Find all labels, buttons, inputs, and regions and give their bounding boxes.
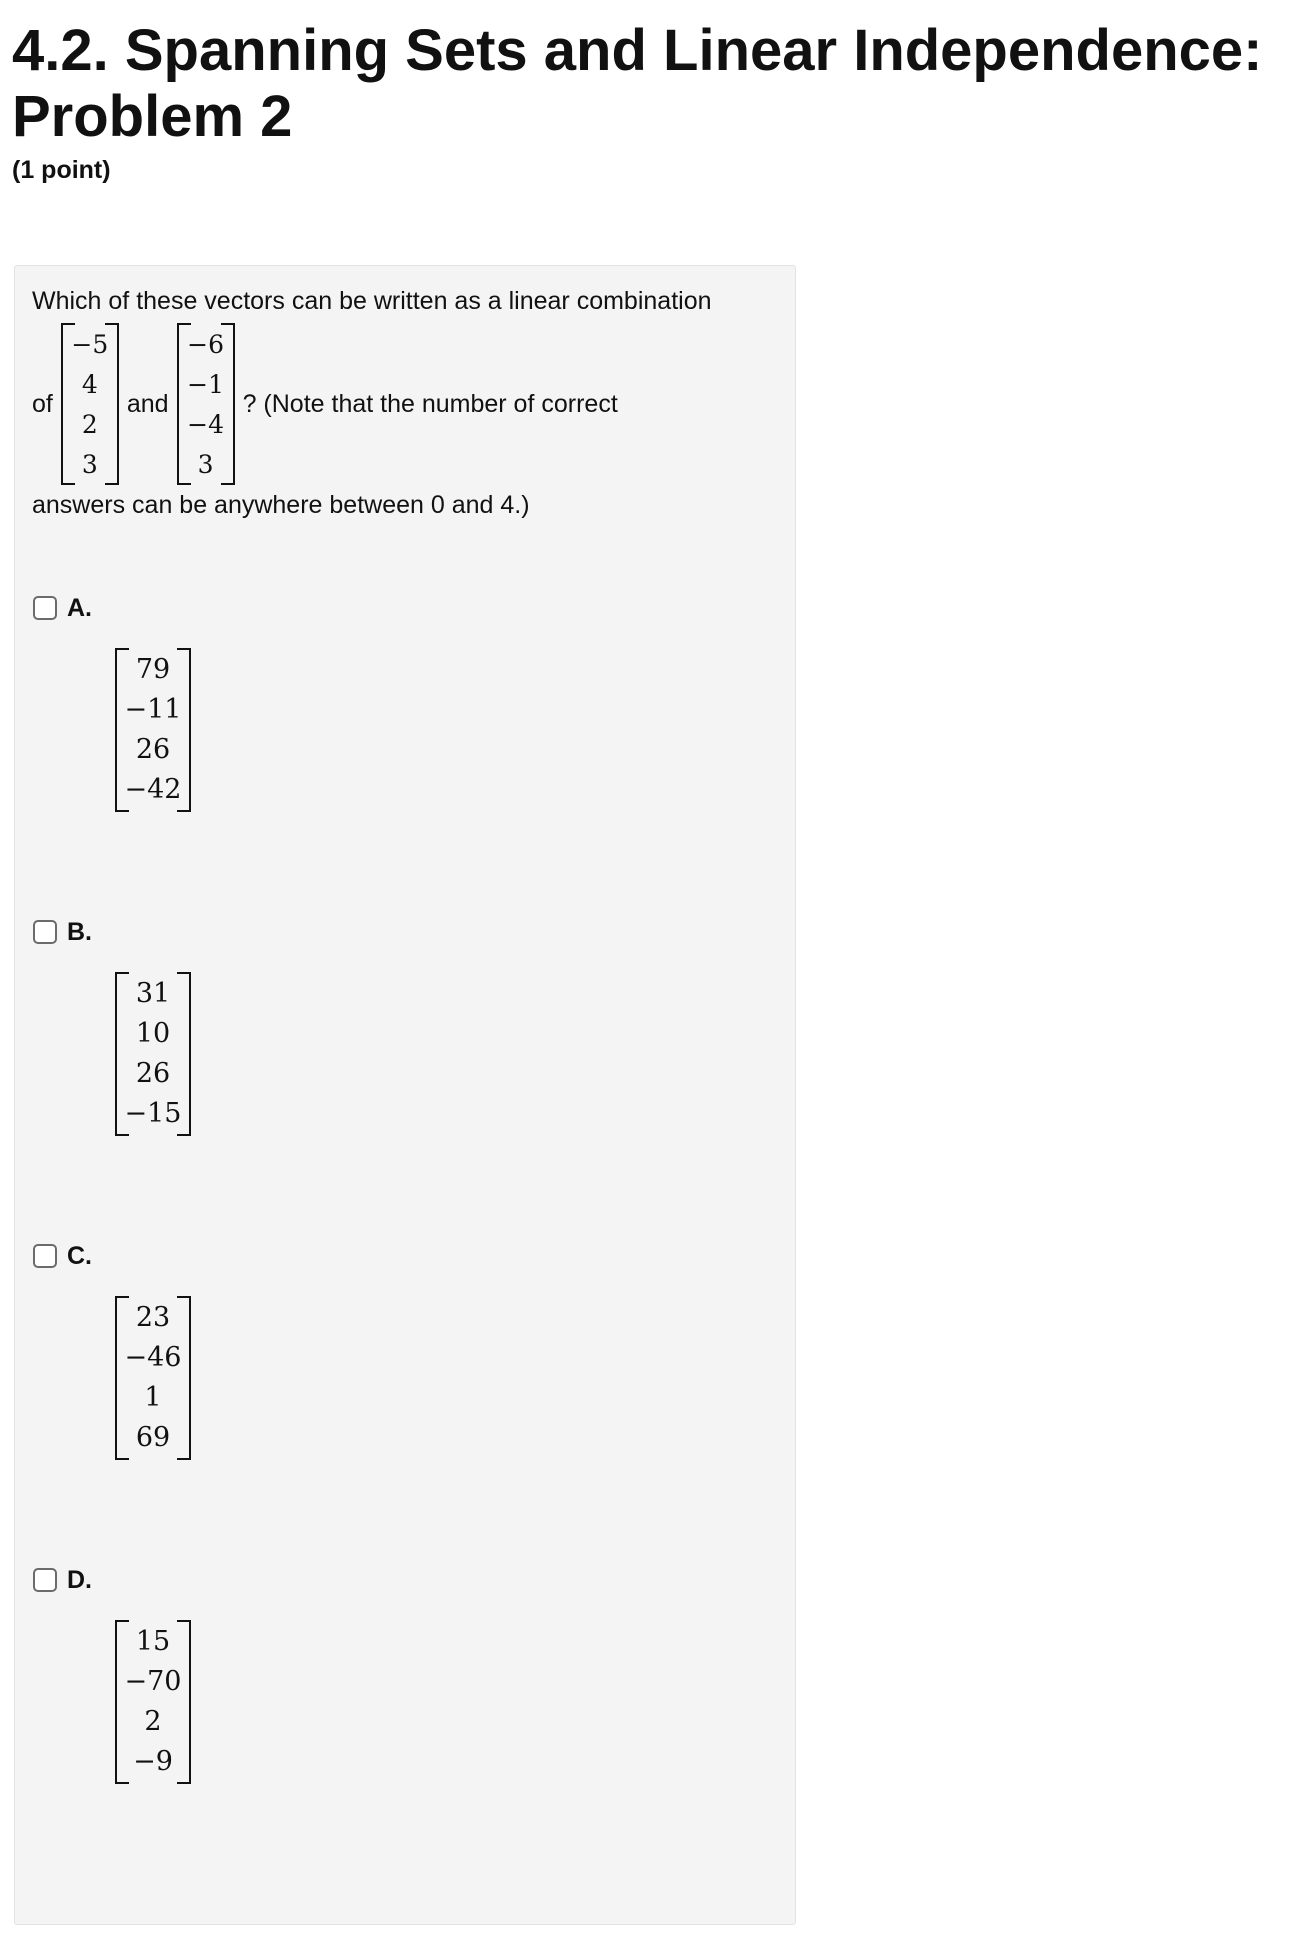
choice-c-entry: 1 [144,1382,162,1413]
choice-b-entry: 31 [135,978,171,1009]
choice-d-vector [117,1620,189,1784]
choice-a-label[interactable]: A. [67,594,92,622]
choice-a-entry: −11 [124,694,182,725]
vector-1-entry: −5 [71,330,109,359]
choice-c-entry: 69 [135,1422,171,1453]
question-vectors-row [32,324,618,484]
choice-d-entry: −70 [124,1666,182,1697]
vector-2-matrix [179,323,233,485]
choice-a-entry: 79 [135,654,171,685]
choice-d-entry: 15 [135,1626,171,1657]
vector-2-entry: −6 [187,330,224,359]
choice-a-entry: 26 [135,734,171,765]
choice-a-entry: −42 [124,774,182,805]
choice-d-entry: −9 [133,1746,173,1777]
vector-1-entry: 3 [81,450,98,479]
vector-2-entry: −4 [187,410,224,439]
choice-a-vector [117,648,189,812]
note-text: ? (Note that the number of correct [242,389,618,418]
choice-b-entry: 10 [135,1018,171,1049]
choice-c-checkbox[interactable] [33,1244,57,1268]
vector-1-matrix [63,323,117,485]
problem-panel [14,265,796,1925]
choice-d-entry: 2 [144,1706,162,1737]
choice-c-label[interactable]: C. [67,1242,92,1270]
vector-1-entry: 2 [81,410,98,439]
choice-b-checkbox[interactable] [33,920,57,944]
and-label: and [126,389,169,418]
points-label: (1 point) [12,156,111,184]
vector-2-entry: 3 [197,450,214,479]
choice-b-vector [117,972,189,1136]
choice-c-entry: −46 [124,1342,182,1373]
question-text-line1: Which of these vectors can be written as a linear combination [32,287,712,315]
choice-b-label[interactable]: B. [67,918,92,946]
choice-c-entry: 23 [135,1302,171,1333]
choice-d-label[interactable]: D. [67,1566,92,1594]
choice-a-checkbox[interactable] [33,596,57,620]
page-title: 4.2. Spanning Sets and Linear Independence: Problem 2 [12,18,1263,149]
vector-2-entry: −1 [187,370,224,399]
vector-1-entry: 4 [81,370,98,399]
choice-c-vector [117,1296,189,1460]
choice-b-entry: 26 [135,1058,171,1089]
choice-b-entry: −15 [124,1098,182,1129]
of-label: of [32,389,53,418]
question-text-line3: answers can be anywhere between 0 and 4.) [32,491,530,519]
choice-d-checkbox[interactable] [33,1568,57,1592]
